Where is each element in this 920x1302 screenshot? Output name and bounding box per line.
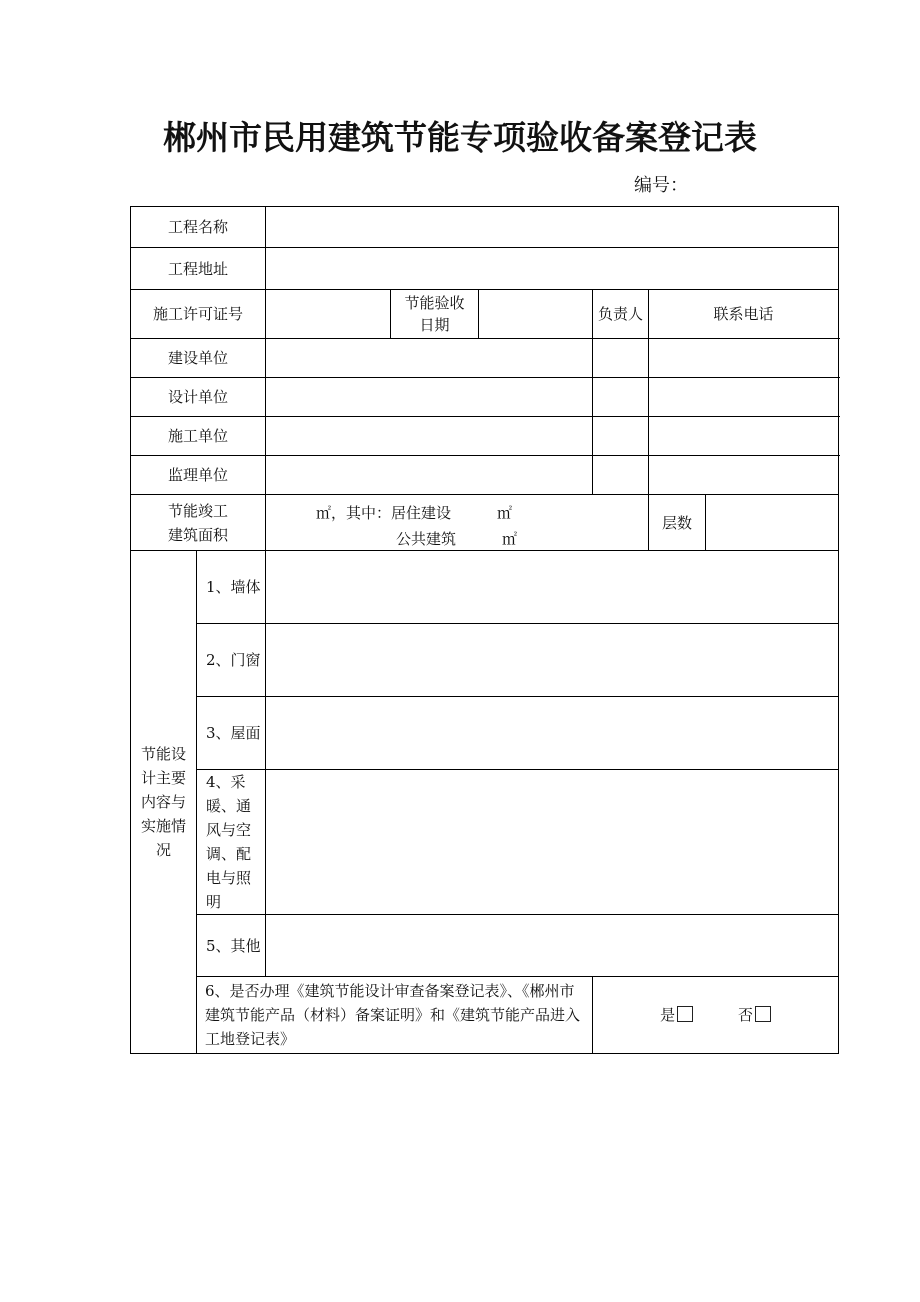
area-unit-text: ㎡，其中：居住建设 [316, 504, 452, 522]
yes-checkbox-icon[interactable] [677, 1006, 693, 1022]
page-title: 郴州市民用建筑节能专项验收备案登记表 [163, 118, 757, 157]
design-unit-label: 设计单位 [131, 378, 266, 417]
document-number-label: 编号： [634, 175, 688, 196]
table-row [131, 624, 839, 697]
residential-unit-text: ㎡ [497, 504, 513, 522]
design-item-roof: 3、屋面 [197, 697, 266, 770]
table-row [131, 697, 839, 770]
owner-unit-person-field[interactable] [593, 339, 649, 378]
design-item-other-field[interactable] [266, 915, 839, 977]
permit-number-label: 施工许可证号 [131, 290, 266, 339]
construction-unit-field[interactable] [266, 417, 593, 456]
supervision-unit-label: 监理单位 [131, 456, 266, 495]
design-unit-phone-field[interactable] [649, 378, 839, 417]
owner-unit-field[interactable] [266, 339, 593, 378]
yes-label: 是 [660, 1006, 676, 1024]
area-public-line [396, 527, 517, 551]
table-row [131, 456, 839, 495]
design-item-hvac: 4、采暖、通风与空调、配电与照明 [197, 770, 266, 915]
design-item-doors-windows: 2、门窗 [197, 624, 266, 697]
owner-unit-phone-field[interactable] [649, 339, 839, 378]
completed-area-label: 节能竣工建筑面积 [131, 495, 266, 551]
supervision-unit-person-field[interactable] [593, 456, 649, 495]
contact-phone-header: 联系电话 [649, 290, 839, 339]
construction-unit-label: 施工单位 [131, 417, 266, 456]
table-row [131, 977, 839, 1054]
table-row [131, 770, 839, 915]
table-row [131, 248, 839, 290]
person-in-charge-header: 负责人 [593, 290, 649, 339]
construction-unit-phone-field[interactable] [649, 417, 839, 456]
permit-number-field[interactable] [266, 290, 391, 339]
project-name-field[interactable] [266, 207, 839, 248]
design-item-roof-field[interactable] [266, 697, 839, 770]
table-row [131, 207, 839, 248]
acceptance-date-label: 节能验收日期 [391, 290, 479, 339]
completed-area-field[interactable] [266, 495, 649, 551]
yes-option[interactable] [660, 1003, 693, 1027]
table-row [131, 339, 839, 378]
design-item-doors-windows-field[interactable] [266, 624, 839, 697]
floors-cell [649, 495, 839, 551]
construction-unit-person-field[interactable] [593, 417, 649, 456]
design-item-other: 5、其他 [197, 915, 266, 977]
design-unit-person-field[interactable] [593, 378, 649, 417]
table-row [131, 495, 839, 551]
design-section-label: 节能设计主要内容与实施情况 [131, 551, 197, 1054]
design-unit-field[interactable] [266, 378, 593, 417]
table-row [131, 915, 839, 977]
design-item-registration-question: 6、是否办理《建筑节能设计审查备案登记表》、《郴州市建筑节能产品（材料）备案证明》和《建筑节能产品进入工地登记表》 [197, 977, 593, 1054]
project-address-field[interactable] [266, 248, 839, 290]
table-row [131, 417, 839, 456]
table-row [131, 551, 839, 624]
table-row [131, 378, 839, 417]
no-option[interactable] [738, 1003, 771, 1027]
yes-no-options [593, 977, 839, 1054]
no-label: 否 [737, 1006, 753, 1024]
project-name-label: 工程名称 [131, 207, 266, 248]
owner-unit-label: 建设单位 [131, 339, 266, 378]
project-address-label: 工程地址 [131, 248, 266, 290]
registration-form-table [130, 206, 839, 1054]
floors-label: 层数 [649, 495, 706, 550]
design-item-hvac-field[interactable] [266, 770, 839, 915]
table-row [131, 290, 839, 339]
design-item-walls-field[interactable] [266, 551, 839, 624]
design-item-walls: 1、墙体 [197, 551, 266, 624]
area-residential-line [316, 501, 512, 525]
public-building-label: 公共建筑 [396, 530, 457, 548]
supervision-unit-phone-field[interactable] [649, 456, 839, 495]
public-unit-text: ㎡ [502, 530, 518, 548]
no-checkbox-icon[interactable] [755, 1006, 771, 1022]
supervision-unit-field[interactable] [266, 456, 593, 495]
acceptance-date-field[interactable] [479, 290, 593, 339]
